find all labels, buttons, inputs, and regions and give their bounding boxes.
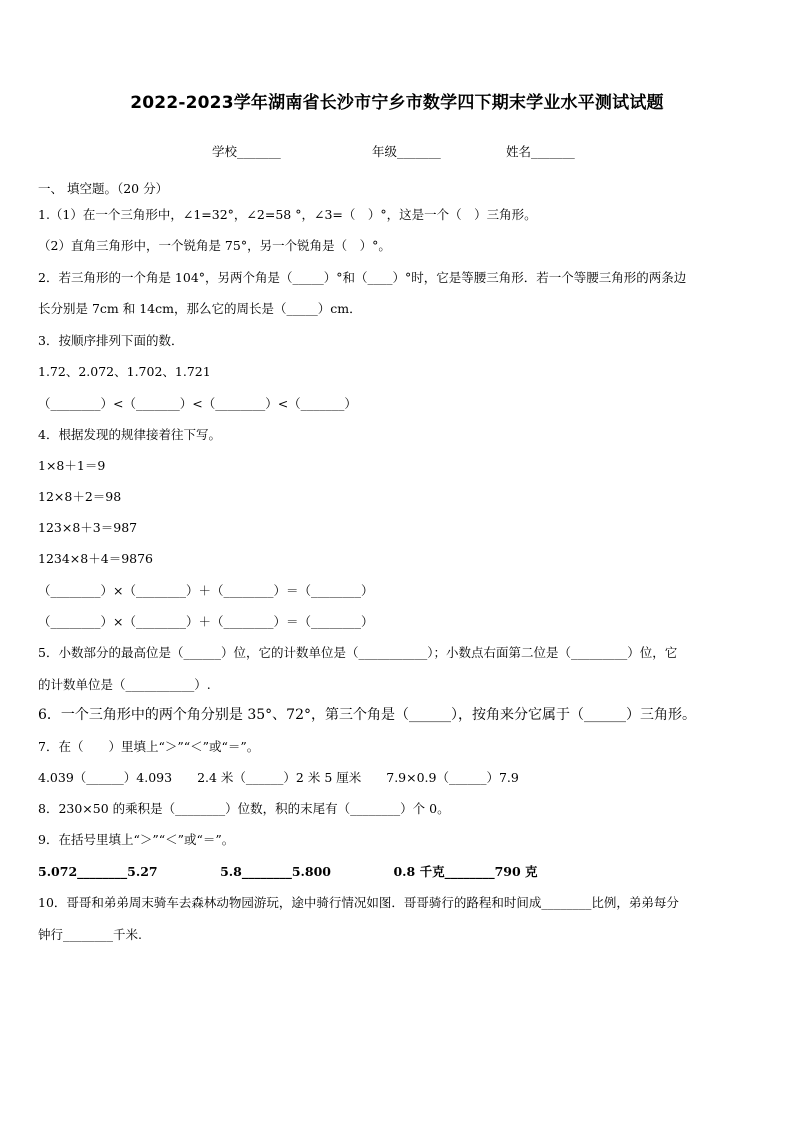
school-field[interactable]: 学校_______ <box>212 144 281 159</box>
question-4-pattern-1: 1×8＋1＝9 <box>38 458 106 473</box>
question-7b: 4.039（______）4.093 2.4 米（______）2 米 5 厘米 7.9×0.9（______）7.9 <box>38 770 519 785</box>
question-3a: 3．按顺序排列下面的数． <box>38 333 184 348</box>
section-heading: 一、 填空题。（20 分） <box>38 181 169 196</box>
question-4-blanks-2: （________）×（________）＋（________）＝（________） <box>38 614 374 629</box>
question-5a: 5．小数部分的最高位是（______）位，它的计数单位是（___________）；小数点右面第二位是（_________）位，它 <box>38 645 678 660</box>
question-4-blanks-1: （________）×（________）＋（________）＝（________） <box>38 583 374 598</box>
question-6: 6．一个三角形中的两个角分别是 35°、72°，第三个角是（______），按角来分它属于（______）三角形。 <box>38 707 696 723</box>
question-10b: 钟行________千米. <box>38 927 142 942</box>
question-4-pattern-2: 12×8＋2＝98 <box>38 489 122 504</box>
question-10a: 10．哥哥和弟弟周末骑车去森林动物园游玩，途中骑行情况如图．哥哥骑行的路程和时间成________比例，弟弟每分 <box>38 895 679 910</box>
grade-field[interactable]: 年级_______ <box>372 144 441 159</box>
question-3-blanks: （________）<（_______）<（________）<（_______） <box>38 396 357 411</box>
question-3-numbers: 1.72、2.072、1.702、1.721 <box>38 364 211 379</box>
question-2b: 长分别是 7cm 和 14cm，那么它的周长是（_____）cm． <box>38 301 362 316</box>
name-field[interactable]: 姓名_______ <box>506 144 575 159</box>
question-4-pattern-3: 123×8＋3＝987 <box>38 520 138 535</box>
page-title: 2022-2023学年湖南省长沙市宁乡市数学四下期末学业水平测试试题 <box>130 93 664 113</box>
question-9a: 9．在括号里填上“＞”“＜”或“＝”。 <box>38 832 235 847</box>
question-1b: （2）直角三角形中，一个锐角是 75°，另一个锐角是（ ）°。 <box>38 238 391 253</box>
question-1a: 1.（1）在一个三角形中，∠1=32°，∠2=58 °，∠3=（ ）°，这是一个（ ）三角形。 <box>38 207 537 222</box>
question-4-pattern-4: 1234×8＋4＝9876 <box>38 551 154 566</box>
question-9b: 5.072________5.27 5.8________5.800 0.8 千克________790 克 <box>38 864 538 879</box>
question-2a: 2．若三角形的一个角是 104°，另两个角是（_____）°和（____）°时，它是等腰三角形．若一个等腰三角形的两条边 <box>38 270 687 285</box>
question-8: 8．230×50 的乘积是（________）位数，积的末尾有（________）个 0。 <box>38 801 450 816</box>
question-5b: 的计数单位是（___________）. <box>38 677 211 692</box>
question-4a: 4．根据发现的规律接着往下写。 <box>38 427 221 442</box>
question-7a: 7．在（ ）里填上“＞”“＜”或“＝”。 <box>38 739 260 754</box>
